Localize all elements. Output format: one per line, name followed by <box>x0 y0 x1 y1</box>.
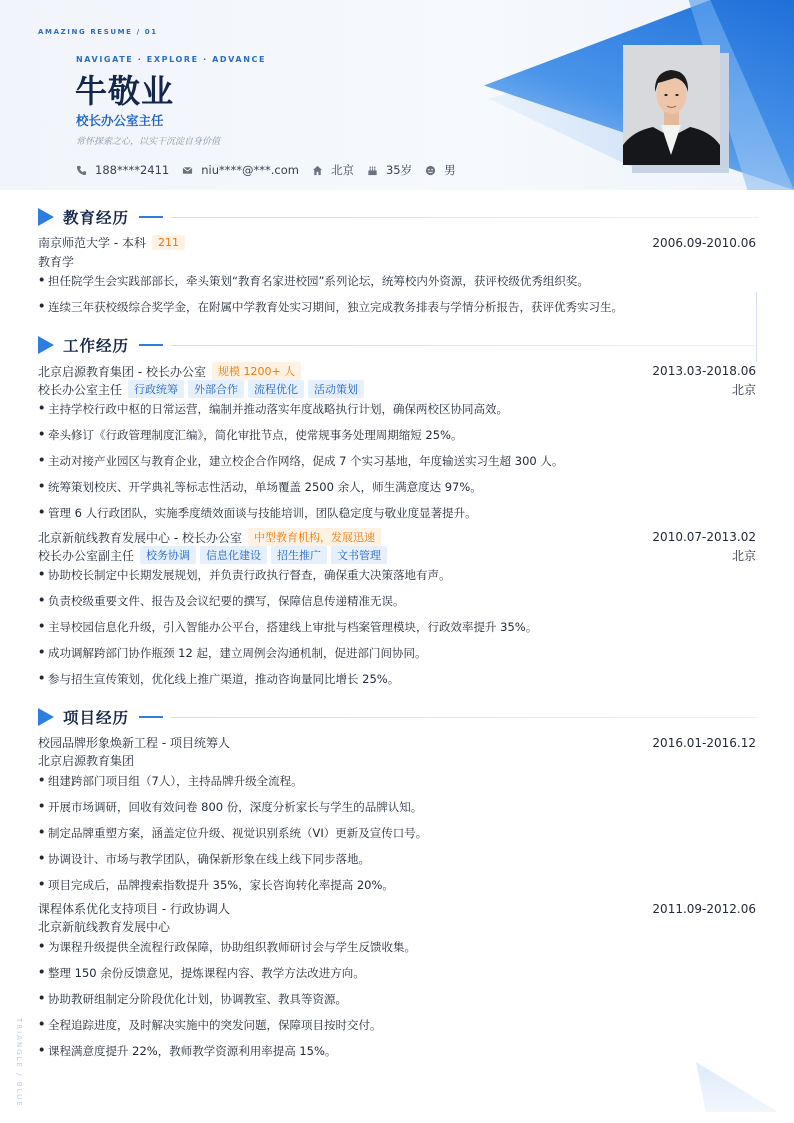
job-position-row <box>38 380 756 398</box>
school-tag: 211 <box>152 235 185 250</box>
job-date: 2013.03-2018.06 <box>652 364 756 378</box>
company-name: 北京新航线教育发展中心 - 校长办公室 <box>38 530 242 545</box>
education-entry <box>38 234 756 251</box>
company-tag: 中型教育机构，发展迅速 <box>248 528 381 546</box>
gender-value: 男 <box>444 163 456 177</box>
skill-tag: 活动策划 <box>308 380 364 398</box>
list-item: • 统筹策划校庆、开学典礼等标志性活动，单场覆盖 2500 余人，师生满意度达 97%。 <box>38 479 482 494</box>
list-item: • 项目完成后，品牌搜索指数提升 35%，家长咨询转化率提高 20%。 <box>38 877 394 892</box>
skill-tag: 招生推广 <box>271 546 327 564</box>
skill-tag: 文书管理 <box>331 546 387 564</box>
section-dash <box>139 716 163 718</box>
contact-phone <box>76 163 169 177</box>
age-value: 35岁 <box>385 163 413 177</box>
contact-bar <box>76 162 469 178</box>
school-name: 南京师范大学 - 本科 <box>38 236 146 250</box>
section-marker-icon <box>38 208 54 226</box>
section-header-work <box>38 335 758 355</box>
candidate-role: 校长办公室主任 <box>76 113 164 128</box>
mail-icon <box>182 165 193 176</box>
section-marker-icon <box>38 336 54 354</box>
gender-icon <box>425 165 436 176</box>
skill-tag: 信息化建设 <box>200 546 267 564</box>
project-org: 北京启源教育集团 <box>38 754 135 768</box>
list-item: • 主导校园信息化升级，引入智能办公平台，搭建线上审批与档案管理模块，行政效率提升 35%。 <box>38 619 538 634</box>
project-name: 校园品牌形象焕新工程 - 项目统筹人 <box>38 736 230 750</box>
phone-icon <box>76 165 87 176</box>
list-item: • 担任院学生会实践部部长，牵头策划“教育名家进校园”系列论坛，统筹校内外资源，获评校级优秀组织奖。 <box>38 273 589 288</box>
project-date: 2016.01-2016.12 <box>652 735 756 750</box>
list-item: • 负责校级重要文件、报告及会议纪要的撰写，保障信息传递精准无误。 <box>38 593 405 608</box>
list-item: • 协助教研组制定分阶段优化计划，协调教室、教具等资源。 <box>38 991 347 1006</box>
location-value: 北京 <box>330 163 354 177</box>
phone-value: 188****2411 <box>95 163 170 177</box>
project-entry <box>38 900 756 917</box>
company-name: 北京启源教育集团 - 校长办公室 <box>38 364 206 379</box>
tagline: NAVIGATE · EXPLORE · ADVANCE <box>76 55 267 64</box>
list-item: • 组建跨部门项目组（7人），主持品牌升级全流程。 <box>38 773 303 788</box>
job-position: 校长办公室副主任 <box>38 548 135 563</box>
company-tag: 规模 1200+ 人 <box>212 362 301 380</box>
list-item: • 全程追踪进度，及时解决实施中的突发问题，保障项目按时交付。 <box>38 1017 382 1032</box>
skill-tag: 行政统筹 <box>128 380 184 398</box>
list-item: • 主持学校行政中枢的日常运营，编制并推动落实年度战略执行计划，确保两校区协同高效。 <box>38 401 508 416</box>
project-date: 2011.09-2012.06 <box>652 901 756 916</box>
brand-label: AMAZING RESUME / 01 <box>38 28 158 36</box>
side-watermark: TRIANGLE / BLUE <box>15 1018 23 1108</box>
candidate-name: 牛敬业 <box>75 72 175 110</box>
motto: 常怀探索之心，以实干沉淀自身价值 <box>76 137 221 147</box>
section-title: 项目经历 <box>63 709 130 727</box>
list-item: • 协调设计、市场与教学团队，确保新形象在线上线下同步落地。 <box>38 851 370 866</box>
list-item: • 管理 6 人行政团队，实施季度绩效面谈与技能培训，团队稳定度与敬业度显著提升。 <box>38 505 477 520</box>
list-item: • 牵头修订《行政管理制度汇编》，简化审批节点，使常规事务处理周期缩短 25%。 <box>38 427 463 442</box>
section-dash <box>139 344 163 346</box>
email-value: niu****@***.com <box>201 163 299 177</box>
job-position: 校长办公室主任 <box>38 382 123 397</box>
job-date: 2010.07-2013.02 <box>652 530 756 544</box>
section-header-education <box>38 207 758 227</box>
project-entry <box>38 734 756 751</box>
project-name: 课程体系优化支持项目 - 行政协调人 <box>38 902 230 916</box>
skill-tag: 校务协调 <box>140 546 196 564</box>
job-city: 北京 <box>731 548 756 563</box>
list-item: • 整理 150 余份反馈意见，提炼课程内容、教学方法改进方向。 <box>38 965 365 980</box>
section-rule <box>171 345 758 346</box>
list-item: • 成功调解跨部门协作瓶颈 12 起，建立周例会沟通机制，促进部门间协同。 <box>38 645 427 660</box>
decor-triangle <box>696 1062 778 1112</box>
education-date: 2006.09-2010.06 <box>652 235 756 250</box>
job-entry <box>38 528 756 546</box>
section-title: 工作经历 <box>63 337 130 355</box>
list-item: • 协助校长制定中长期发展规划，并负责行政执行督查，确保重大决策落地有声。 <box>38 567 451 582</box>
section-rule <box>171 717 758 718</box>
cake-icon <box>367 165 378 176</box>
list-item: • 制定品牌重塑方案，涵盖定位升级、视觉识别系统（VI）更新及宣传口号。 <box>38 825 428 840</box>
contact-email <box>182 163 299 177</box>
project-org: 北京新航线教育发展中心 <box>38 920 171 934</box>
section-dash <box>139 216 163 218</box>
section-rule <box>171 217 758 218</box>
job-entry <box>38 362 756 380</box>
list-item: • 参与招生宣传策划，优化线上推广渠道，推动咨询量同比增长 25%。 <box>38 671 400 686</box>
job-position-row <box>38 546 756 564</box>
education-major: 教育学 <box>38 255 75 269</box>
skill-tag: 流程优化 <box>248 380 304 398</box>
home-icon <box>312 165 323 176</box>
section-title: 教育经历 <box>63 209 130 227</box>
section-header-projects <box>38 707 758 727</box>
profile-photo <box>623 45 720 165</box>
list-item: • 为课程升级提供全流程行政保障，协助组织教师研讨会与学生反馈收集。 <box>38 939 416 954</box>
header-banner <box>0 0 794 190</box>
contact-location <box>312 162 354 178</box>
list-item: • 课程满意度提升 22%，教师教学资源利用率提高 15%。 <box>38 1043 337 1058</box>
list-item: • 连续三年获校级综合奖学金，在附属中学教育处实习期间，独立完成教务排表与学情分析报告，获评优秀实习生。 <box>38 299 623 314</box>
contact-gender <box>425 162 456 178</box>
section-marker-icon <box>38 708 54 726</box>
job-city: 北京 <box>731 382 756 397</box>
list-item: • 开展市场调研，回收有效问卷 800 份，深度分析家长与学生的品牌认知。 <box>38 799 423 814</box>
skill-tag: 外部合作 <box>188 380 244 398</box>
list-item: • 主动对接产业园区与教育企业，建立校企合作网络，促成 7 个实习基地，年度输送实习生超 300 人。 <box>38 453 564 468</box>
contact-age <box>367 162 412 178</box>
